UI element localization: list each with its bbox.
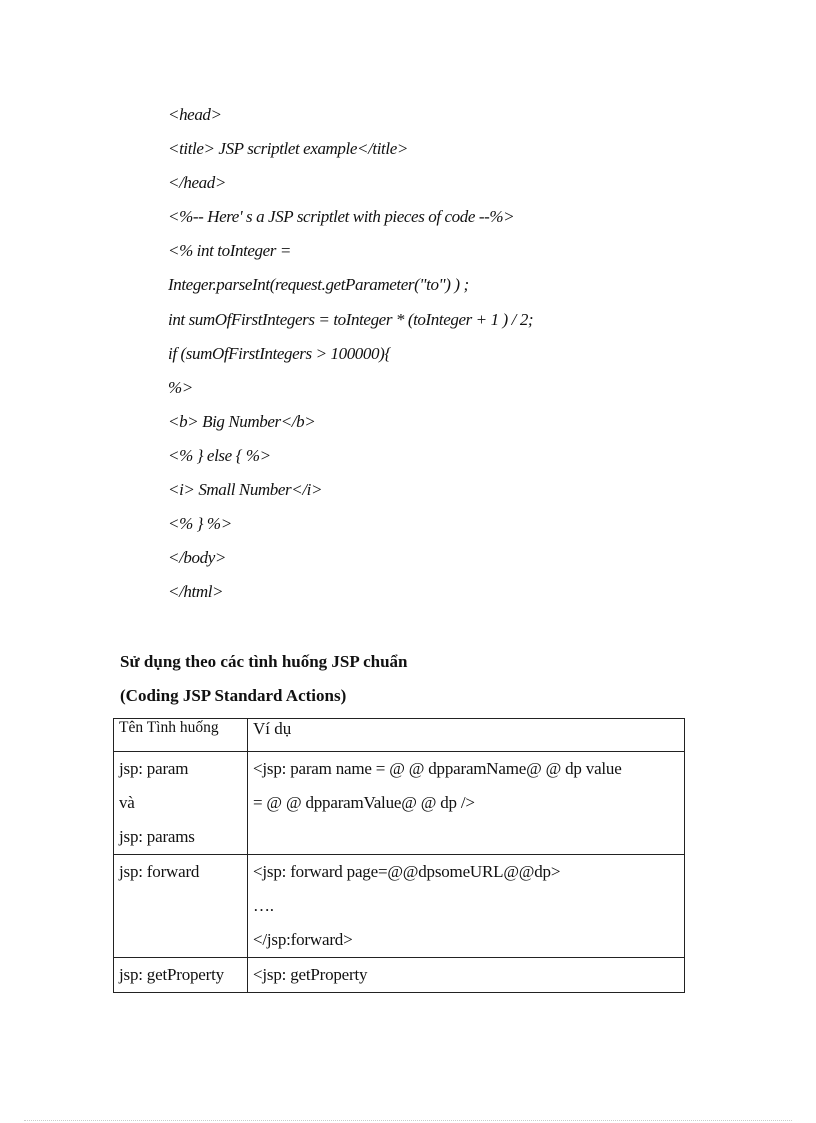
section-subheading: (Coding JSP Standard Actions) <box>120 686 347 705</box>
code-line: </html> <box>168 582 224 602</box>
page-bottom-divider <box>24 1120 792 1121</box>
cell-line: <jsp: forward page=@@dpsomeURL@@dp> <box>253 862 561 881</box>
code-line: <head> <box>168 105 222 124</box>
cell-line: </jsp:forward> <box>253 930 353 949</box>
cell-line: và <box>119 793 135 812</box>
code-line: %> <box>168 377 193 397</box>
code-line: <i> Small Number</i> <box>168 480 323 500</box>
code-line: <% } else { %> <box>168 445 271 465</box>
cell-line: <jsp: getProperty <box>253 965 368 984</box>
action-name-cell <box>114 855 248 958</box>
code-line: <b> Big Number</b> <box>168 411 316 431</box>
code-listing <box>168 98 533 609</box>
code-line: <% int toInteger = <box>168 241 291 261</box>
code-line: int sumOfFirstIntegers = toInteger * (toInteger + 1 ) / 2; <box>168 309 534 329</box>
cell-line: jsp: param <box>119 759 189 778</box>
code-line: if (sumOfFirstIntegers > 100000){ <box>168 343 391 363</box>
code-line: <% } %> <box>168 514 232 534</box>
code-line: Integer.parseInt(request.getParameter("to") ) ; <box>168 275 469 295</box>
action-example-cell <box>248 958 685 993</box>
code-line: <%-- Here' s a JSP scriptlet with pieces of code --%> <box>168 207 515 227</box>
cell-line: …. <box>253 896 274 915</box>
code-line: <title> JSP scriptlet example</title> <box>168 139 408 159</box>
action-example-cell <box>248 752 685 855</box>
section-heading: Sử dụng theo các tình huống JSP chuẩn <box>120 652 408 671</box>
cell-line: jsp: params <box>119 827 195 846</box>
table-row <box>114 855 685 958</box>
action-example-cell <box>248 855 685 958</box>
code-line: </body> <box>168 548 226 568</box>
table-row <box>114 752 685 855</box>
standard-actions-table <box>113 718 685 993</box>
table-header-row <box>114 719 685 752</box>
cell-line: jsp: forward <box>119 862 200 881</box>
cell-line: <jsp: param name = @ @ dpparamName@ @ dp value <box>253 759 622 778</box>
column-header-name: Tên Tình huống <box>114 719 248 752</box>
action-name-cell <box>114 752 248 855</box>
cell-line: jsp: getProperty <box>119 965 224 984</box>
cell-line: = @ @ dpparamValue@ @ dp /> <box>253 793 475 812</box>
column-header-example: Ví dụ <box>248 719 685 752</box>
table-row <box>114 958 685 993</box>
action-name-cell <box>114 958 248 993</box>
code-line: </head> <box>168 173 226 193</box>
